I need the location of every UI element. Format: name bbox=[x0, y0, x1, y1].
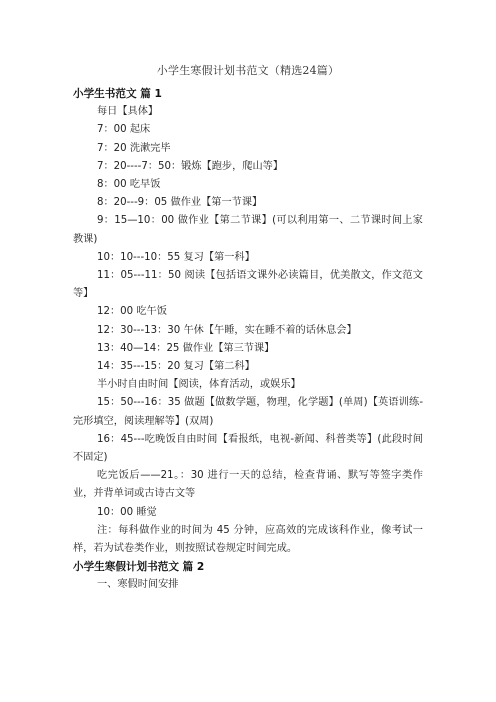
document-title: 小学生寒假计划书范文（精选24篇） bbox=[156, 64, 340, 77]
schedule-line: 一、寒假时间安排 bbox=[97, 579, 179, 591]
schedule-line: 吃完饭后——21。：30 进行一天的总结，检查背诵、默写等签字类作业，并背单词或古诗古文等 bbox=[73, 470, 423, 500]
schedule-line: 11：05---11：50 阅读【包括语文课外必读篇目，优美散文，作文范文等】 bbox=[73, 270, 423, 300]
schedule-line: 7：20 洗漱完毕 bbox=[97, 142, 171, 154]
schedule-line: 7：00 起床 bbox=[97, 124, 151, 136]
schedule-line: 7：20----7：50：锻炼【跑步，爬山等】 bbox=[97, 160, 284, 172]
section-heading-1: 小学生书范文 篇 1 bbox=[73, 88, 162, 100]
schedule-line: 半小时自由时间【阅读，体育活动，或娱乐】 bbox=[97, 379, 301, 391]
document-body bbox=[73, 85, 423, 595]
schedule-line: 12：00 吃午饭 bbox=[97, 306, 167, 318]
schedule-line: 10：00 睡觉 bbox=[97, 506, 157, 518]
schedule-line: 每日【具体】 bbox=[97, 106, 159, 118]
schedule-line: 10：10---10：55 复习【第一科】 bbox=[97, 251, 255, 263]
schedule-note: 注：每科做作业的时间为 45 分钟，应高效的完成该科作业，像考试一样，若为试卷类作业，则按照试卷规定时间完成。 bbox=[73, 524, 423, 555]
schedule-line: 16：45---吃晚饭自由时间【看报纸，电视-新闻、科普类等】(此段时间不固定) bbox=[73, 433, 423, 464]
schedule-line: 14：35---15：20 复习【第二科】 bbox=[97, 361, 255, 373]
schedule-line: 13：40—14：25 做作业【第三节课】 bbox=[97, 342, 275, 354]
schedule-line: 9：15—10：00 做作业【第二节课】(可以利用第一、二节课时间上家教课) bbox=[73, 215, 423, 245]
schedule-line: 8：00 吃早饭 bbox=[97, 179, 161, 191]
schedule-line: 15：50---16：35 做题【做数学题，物理，化学题】(单周)【英语训练-完形填空，阅读理解等】(双周) bbox=[73, 397, 423, 427]
schedule-line: 12：30---13：30 午休【午睡，实在睡不着的话休息会】 bbox=[97, 324, 357, 336]
schedule-line: 8：20---9：05 做作业【第一节课】 bbox=[97, 197, 263, 209]
section-heading-2: 小学生寒假计划书范文 篇 2 bbox=[73, 561, 205, 574]
